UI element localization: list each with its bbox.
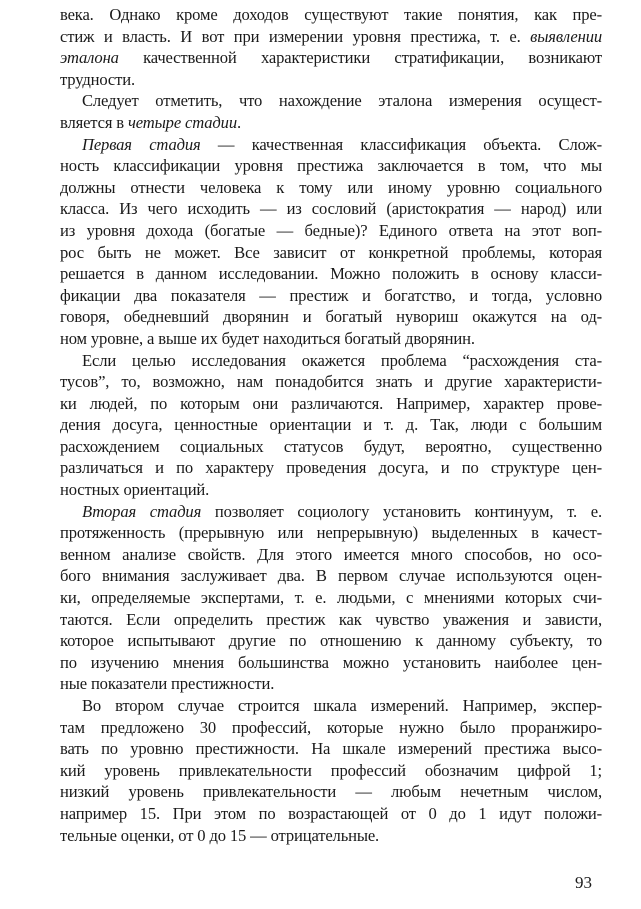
text-line	[60, 4, 602, 26]
page-number: 93	[575, 873, 592, 892]
text-line	[60, 781, 602, 803]
text-line	[60, 673, 602, 695]
text-segment: тусов”, то, возможно, нам понадобится знать и другие характеристи-	[60, 372, 602, 392]
text-line	[60, 328, 602, 350]
text-line	[60, 90, 602, 112]
text-segment: например 15. При этом по возрастающей от 0 до 1 идут положи-	[60, 803, 602, 823]
text-segment: ные показатели престижности.	[60, 674, 275, 694]
text-segment: из уровня дохода (богатые — бедные)? Единого ответа на этот воп-	[60, 220, 602, 240]
text-line	[60, 457, 602, 479]
text-segment: там предложено 30 профессий, которые нужно было проранжиро-	[60, 717, 602, 737]
text-line	[60, 242, 602, 264]
text-line	[60, 501, 602, 523]
text-segment: стиж и власть. И вот при измерении уровня престижа, т. е.	[60, 26, 531, 46]
text-segment: вать по уровню престижности. На шкале измерений престижа высо-	[60, 739, 602, 759]
text-line	[60, 69, 602, 91]
text-line	[60, 522, 602, 544]
text-line	[60, 717, 602, 739]
text-segment: ном уровне, а выше их будет находиться богатый дворянин.	[60, 328, 475, 348]
text-segment: решается в данном исследовании. Можно положить в основу класси-	[60, 264, 602, 284]
text-line	[60, 738, 602, 760]
text-line	[60, 393, 602, 415]
text-line	[60, 177, 602, 199]
text-line	[60, 220, 602, 242]
italic-text: Вторая стадия	[82, 501, 202, 521]
text-segment: ностных ориентаций.	[60, 480, 210, 500]
text-segment: класса. Из чего исходить — из сословий (аристократия — народ) или	[60, 199, 602, 219]
text-line	[60, 371, 602, 393]
page-body	[60, 4, 602, 846]
text-line	[60, 350, 602, 372]
text-line	[60, 630, 602, 652]
text-line	[60, 414, 602, 436]
text-segment: Следует отметить, что нахождение эталона измерения осущест-	[82, 91, 602, 111]
text-segment: тельные оценки, от 0 до 15 — отрицательные.	[60, 825, 380, 845]
text-line	[60, 479, 602, 501]
text-segment: бого внимания заслуживает два. В первом случае используются оцен-	[60, 566, 602, 586]
text-segment: должны отнести человека к тому или иному уровню социального	[60, 177, 602, 197]
text-line	[60, 760, 602, 782]
text-line	[60, 112, 602, 134]
italic-text: выявлении	[530, 26, 602, 46]
text-segment: которое испытывают другие по отношению к данному субъекту, то	[60, 631, 602, 651]
text-segment: Во втором случае строится шкала измерений. Например, экспер-	[82, 696, 602, 715]
text-line	[60, 134, 602, 156]
text-segment: Если целью исследования окажется проблема “расхождения ста-	[82, 350, 602, 370]
text-line	[60, 544, 602, 566]
text-line	[60, 565, 602, 587]
text-segment: позволяет социологу установить континуум, т. е.	[201, 501, 602, 521]
text-segment: таются. Если определить престиж как чувство уважения и зависти,	[60, 609, 602, 629]
text-line	[60, 695, 602, 717]
text-line	[60, 285, 602, 307]
italic-text: Первая стадия	[82, 134, 201, 154]
text-segment: по изучению мнения большинства можно установить наиболее цен-	[60, 652, 602, 672]
text-segment: ность классификации уровня престижа заключается в том, что мы	[60, 156, 602, 176]
text-segment: венном анализе свойств. Для этого имеется много способов, но осо-	[60, 544, 602, 564]
text-segment: века. Однако кроме доходов существуют такие понятия, как пре-	[60, 5, 602, 24]
italic-text: эталона	[60, 48, 119, 68]
text-line	[60, 652, 602, 674]
text-line	[60, 825, 602, 847]
text-segment: ки людей, по которым они различаются. Например, характер прове-	[60, 393, 602, 413]
text-line	[60, 26, 602, 48]
text-line	[60, 155, 602, 177]
text-line	[60, 306, 602, 328]
text-segment: кий уровень привлекательности профессий обозначим цифрой 1;	[60, 760, 602, 780]
text-segment: различаться и по характеру проведения досуга, и по структуре цен-	[60, 458, 602, 478]
text-segment: расхождением социальных статусов будут, вероятно, существенно	[60, 436, 602, 456]
italic-text: четыре стадии	[127, 112, 237, 132]
text-segment: рос быть не может. Все зависит от конкретной проблемы, которая	[60, 242, 602, 262]
text-segment: качественной характеристики стратификации, возникают	[118, 48, 602, 68]
text-segment: .	[236, 112, 241, 132]
text-segment: низкий уровень привлекательности — любым нечетным числом,	[60, 782, 602, 802]
text-line	[60, 47, 602, 69]
text-segment: вляется в	[60, 112, 128, 132]
text-line	[60, 436, 602, 458]
text-line	[60, 263, 602, 285]
text-segment: фикации два показателя — престиж и богатство, и тогда, условно	[60, 285, 602, 305]
text-segment: ки, определяемые экспертами, т. е. людьми, с мнениями которых счи-	[60, 588, 602, 608]
text-segment: дения досуга, ценностные ориентации и т. д. Так, люди с большим	[60, 415, 602, 435]
text-segment: трудности.	[60, 69, 135, 89]
text-line	[60, 587, 602, 609]
text-segment: — качественная классификация объекта. Слож-	[200, 134, 602, 154]
text-segment: говоря, обедневший дворянин и богатый нувориш окажутся на од-	[60, 307, 602, 327]
text-line	[60, 198, 602, 220]
text-line	[60, 609, 602, 631]
text-line	[60, 803, 602, 825]
text-segment: протяженность (прерывную или непрерывную) выделенных в качест-	[60, 523, 602, 543]
